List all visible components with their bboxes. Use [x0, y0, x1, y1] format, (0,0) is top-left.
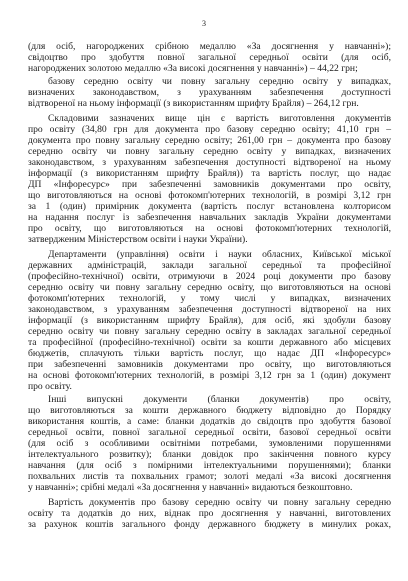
- text-line: законодавством, з урахуванням забезпечення доступності відтвореної на ньому: [28, 157, 391, 168]
- text-line: Вартість документів про базову середню освіту чи повну загальну середню: [48, 497, 391, 508]
- text-line: базову середню освіту чи повну загальну середню освіту у випадках,: [48, 76, 391, 87]
- text-line: законодавством, з урахуванням забезпечення доступності відтвореної на них: [28, 304, 391, 315]
- text-line: та професійної (професійно-технічної) освіти за кошти державного або місцевих: [28, 337, 391, 348]
- text-line: Інші випускні документи (бланки документів) про освіту,: [48, 394, 391, 405]
- text-line: при забезпеченні замовників документами про освіту, що виготовляються: [28, 359, 391, 370]
- text-line: (для осіб з особливими освітніми потребами, зумовленими порушеннями: [28, 438, 391, 449]
- text-line: середню освіту чи повну загальну середню освіту, що виготовляються на основі: [28, 282, 391, 293]
- text-line: використання коштів, а саме: бланки додатків до свідоцтв про здобуття базової: [28, 416, 391, 427]
- text-line: інформації (з використанням шрифту Брайля)) та вартість послуг, що надає: [28, 168, 391, 179]
- text-line: навчання (для осіб з помірними інтелектуальними порушеннями); бланки: [28, 460, 391, 471]
- text-line: нагороджених золотою медаллю «За високі досягнення у навчанні») – 44,22 грн;: [28, 63, 358, 74]
- text-line: затвердженим Міністерством освіти і науки України).: [28, 234, 248, 245]
- text-line: про освіту (34,80 грн для документа про базову середню освіту; 41,10 грн –: [28, 124, 391, 135]
- text-line: визначених законодавством, з урахуванням забезпечення доступності: [28, 87, 391, 98]
- text-line: на основі фотокомп'ютерних технологій, в розмірі 3,12 грн за 1 (один) документ: [28, 370, 391, 381]
- text-line: відтвореної на ньому інформації (з використанням шрифту Брайля) – 264,12 грн.: [28, 98, 359, 109]
- text-line: середню освіту чи повну загальну середню освіту у випадках, визначених: [28, 146, 391, 157]
- text-line: бюджетів, сплачують тільки вартість послуг, що надає ДП «Інфоресурс»: [28, 348, 391, 359]
- text-line: освіту та додатків до них, віднак про досягнення у навчанні, виготовлених: [28, 508, 391, 519]
- text-line: про освіту, що виготовляються на основі фотокомп'ютерних технологій,: [28, 223, 391, 234]
- text-line: що виготовляються за кошти державного бюджету відповідно до Порядку: [28, 405, 391, 416]
- text-line: свідоцтво про здобуття повної загальної середньої освіти (для осіб,: [28, 52, 391, 63]
- text-line: що виготовляються на основі фотокомп'ютерних технологій, в розмірі 3,12 грн: [28, 190, 391, 201]
- text-line: Департаменти (управління) освіти і науки обласних, Київської міської: [48, 249, 391, 260]
- text-line: інформації (з використанням шрифту Брайля), для осіб, які здобули базову: [28, 315, 391, 326]
- text-line: інтелектуального розвитку); бланки довідок про закінчення повного курсу: [28, 449, 391, 460]
- text-line: за рахунок коштів загального фонду державного бюджету в минулих роках,: [28, 519, 391, 530]
- text-line: державних адміністрацій, заклади загальної середньої та професійної: [28, 260, 391, 271]
- text-line: у навчанні»; срібні медалі «За досягнення у навчанні» видаються безкоштовно.: [28, 482, 353, 493]
- text-line: про освіту.: [28, 381, 72, 392]
- text-line: (професійно-технічної) освіти, отримуючи в 2024 році документи про базову: [28, 271, 391, 282]
- text-line: за 1 (один) примірник документа (вартість послуг встановлена колтори​сом: [28, 201, 391, 212]
- text-line: документа про повну загальну середню освіту; 261,00 грн – документа про базову: [28, 135, 391, 146]
- text-line: середньої освіти, повної загальної середньої освіти, базової середньої освіти: [28, 427, 391, 438]
- text-line: фотокомп'ютерних технологій, у тому числі у випадках, визначених: [28, 293, 391, 304]
- text-line: середню освіту чи повну загальну середню освіту в закладах загальної середньої: [28, 326, 391, 337]
- text-line: ДП «Інфоресурс» при забезпеченні замовників документами про освіту,: [28, 179, 391, 190]
- text-line: похвальних листів та похвальних грамот; золоті медалі «За високі досягнення: [28, 471, 391, 482]
- text-line: Складовими зазначених вище цін є вартість виготовлення документів: [48, 113, 391, 124]
- text-line: на надання послуг із забезпечення навчальних закладів України документами: [28, 212, 391, 223]
- text-line: (для осіб, нагороджених срібною медаллю «За досягнення у навчанні»);: [28, 41, 391, 52]
- page-number: 3: [202, 19, 206, 28]
